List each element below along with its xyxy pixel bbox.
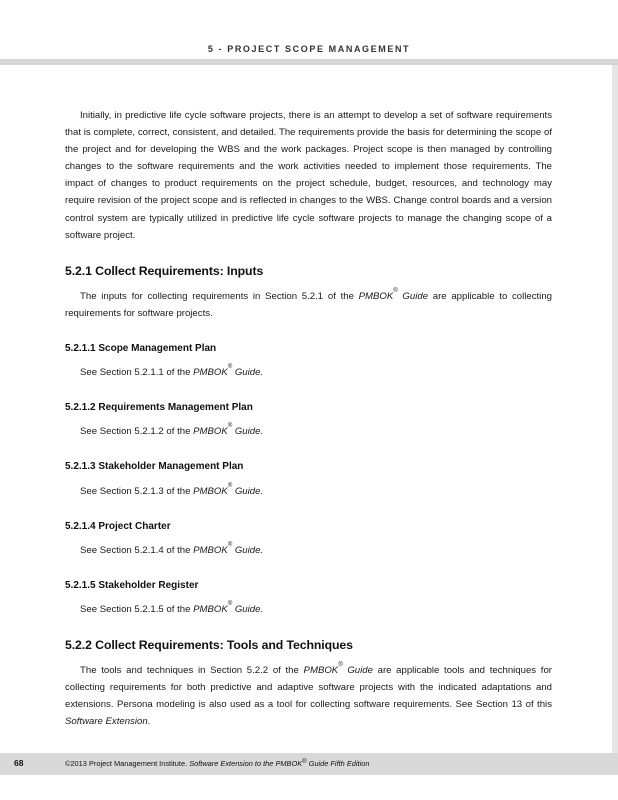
page-edge-rule: [612, 65, 618, 765]
subsection-heading: 5.2.1.1 Scope Management Plan: [65, 343, 217, 355]
running-header: 5 - PROJECT SCOPE MANAGEMENT: [207, 44, 411, 54]
header-rule: [0, 59, 618, 65]
section-heading-5-2-1: 5.2.1 Collect Requirements: Inputs: [65, 263, 264, 278]
subsection-text: See Section 5.2.1.1 of the PMBOK® Guide.: [80, 364, 264, 379]
subsection-text: See Section 5.2.1.2 of the PMBOK® Guide.: [80, 423, 264, 438]
subsection-heading: 5.2.1.2 Requirements Management Plan: [65, 402, 253, 414]
section-heading-5-2-2: 5.2.2 Collect Requirements: Tools and Techniques: [65, 637, 353, 652]
subsection-heading: 5.2.1.5 Stakeholder Register: [65, 579, 199, 591]
subsection-text: See Section 5.2.1.5 of the PMBOK® Guide.: [80, 600, 264, 615]
subsection-heading: 5.2.1.4 Project Charter: [65, 520, 171, 532]
subsection-heading: 5.2.1.3 Stakeholder Management Plan: [65, 461, 244, 473]
intro-paragraph: Initially, in predictive life cycle software projects, there is an attempt to develop a set of software requirements that is complete, correct, consistent, and detailed. The requirements provide the basis for determining the scope of the project and for developing the WBS and the work packages. Project scope is then managed by controlling changes to the software requirements and the work activities needed to implement those requirements. The impact of changes to product requirements on the project schedule, budget, resources, and technology may require revision of the project scope and is reflected in changes to the WBS. Change control boards and a version control system are typically utilized in predictive life cycle software projects to manage the changing scope of a software project.: [65, 110, 552, 241]
section-5-2-1-paragraph: The inputs for collecting requirements in Section 5.2.1 of the PMBOK® Guide are applicable to collecting requirements for software projects.: [65, 287, 552, 319]
footer-copyright: ©2013 Project Management Institute. Software Extension to the PMBOK® Guide Fifth Edition: [65, 759, 370, 768]
page-number: 68: [14, 758, 24, 768]
subsection-text: See Section 5.2.1.3 of the PMBOK® Guide.: [80, 482, 264, 497]
section-5-2-2-paragraph: The tools and techniques in Section 5.2.2 of the PMBOK® Guide are applicable tools and techniques for collecting requirements for both predictive and adaptive software projects with the indicated adaptations and extensions. Persona modeling is also used as a tool for collecting software requirements. See Section 13 of this Software Extension.: [65, 662, 552, 728]
subsection-text: See Section 5.2.1.4 of the PMBOK® Guide.: [80, 541, 264, 556]
body-content: [65, 107, 552, 730]
